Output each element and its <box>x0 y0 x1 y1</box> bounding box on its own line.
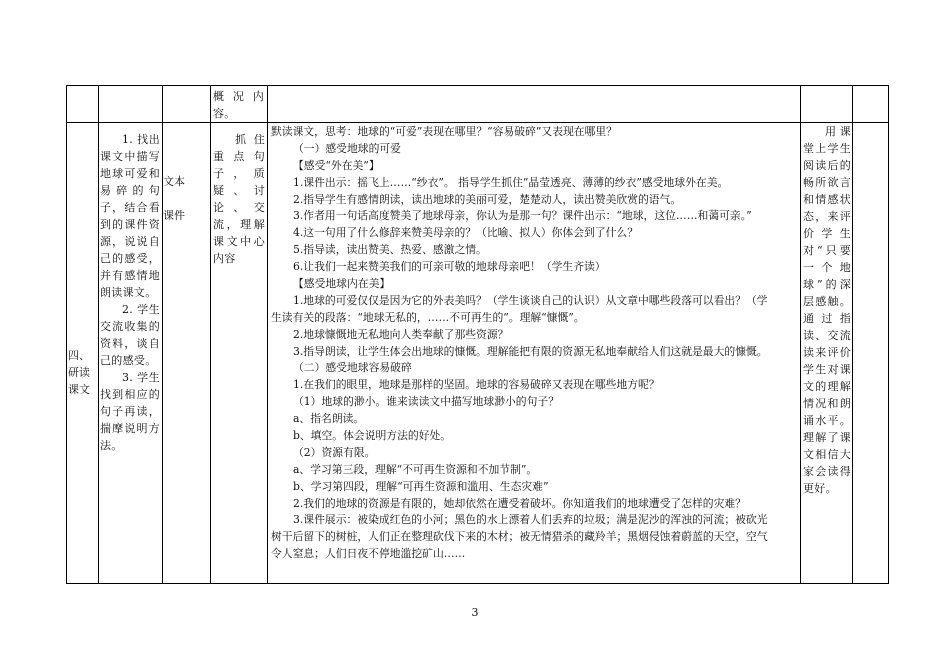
table-border-left <box>66 85 67 584</box>
student-activity-2: 2. 学生交流收集的资料，谈自己的感受。 <box>100 303 160 367</box>
teaching-line: 1.在我们的眼里，地球是那样的坚固。地球的容易破碎又表现在哪些地方呢？ <box>293 378 660 392</box>
assessment-cell <box>803 123 851 497</box>
teaching-line: 2.指导学生有感情朗读，读出地球的美丽可爱，楚楚动人，读出赞美欣赏的语气。 <box>293 192 682 206</box>
section-title: 四、研读课文 <box>68 349 90 396</box>
column-divider-5 <box>800 85 801 584</box>
column-divider-3 <box>210 85 211 584</box>
teaching-line: （1）地球的渺小。谁来读读文中描写地球渺小的句子？ <box>293 395 559 409</box>
teaching-line: （一）感受地球的可爱 <box>293 141 401 155</box>
column-divider-2 <box>162 85 163 584</box>
teaching-line: 【感受“外在美”】 <box>293 158 380 172</box>
page-number: 3 <box>471 606 479 619</box>
teaching-line: 生读有关的段落：“地球无私的，……不可再生的”。理解“慷慨”。 <box>271 310 585 324</box>
column-divider-4 <box>267 85 268 584</box>
table-border-top <box>66 85 889 86</box>
teaching-line: （2）资源有限。 <box>293 445 376 459</box>
teaching-line: 4.这一句用了什么修辞来赞美母亲的？（比喻、拟人）你体会到了什么？ <box>293 226 639 240</box>
design-intent-text: 抓住重点句子，质疑、讨论、交流，理解课文中心内容 <box>213 133 265 265</box>
teaching-line: 1.地球的可爱仅仅是因为它的外表美吗？（学生谈谈自己的认识）从文章中哪些段落可以看出？（学 <box>293 293 768 307</box>
teaching-process-cell <box>271 123 799 562</box>
assessment-text: 用课堂上学生阅读后的畅所欲言和情感状态，来评价学生对“只要一个地球”的深层感触。通过指读、交流读来评价学生对课文的理解情况和朗诵水平。理解了课文相信大家会读得更好。 <box>803 125 851 495</box>
column-divider-6 <box>852 85 853 584</box>
student-activity-3: 3. 学生找到相应的句子再读，揣摩说明方法。 <box>100 371 160 452</box>
teaching-line: 5.指导读，读出赞美、热爱、感激之情。 <box>293 243 487 257</box>
top-row-intent-cell: 概况内容。 <box>213 90 264 120</box>
resources-cell: 文本课件 <box>163 175 185 222</box>
teaching-line: b、学习第四段，理解“可再生资源和滥用、生态灾难” <box>293 479 549 493</box>
table-border-bottom <box>66 583 889 584</box>
teaching-line: b、填空。体会说明方法的好处。 <box>293 429 452 443</box>
design-intent-cell <box>213 131 265 267</box>
column-divider-1 <box>98 85 99 584</box>
teaching-line: 6.让我们一起来赞美我们的可亲可敬的地球母亲吧！（学生齐读） <box>293 260 606 274</box>
teaching-line: a、指名朗读。 <box>293 412 365 426</box>
teaching-line: 树干后留下的树桩，人们正在整理砍伐下来的木材；被无情猎杀的藏羚羊；黑烟侵蚀着蔚蓝的天空，空气 <box>271 530 768 544</box>
teaching-line: （二）感受地球容易破碎 <box>293 361 412 375</box>
teaching-line: 3.课件展示：被染成红色的小河；黑色的水上漂着人们丢弃的垃圾；满是泥沙的浑浊的河流；被砍光 <box>293 513 768 527</box>
teaching-line: a、学习第三段，理解“不可再生资源和不加节制”。 <box>293 462 538 476</box>
teaching-line: 默读课文，思考：地球的“可爱”表现在哪里？“容易破碎”又表现在哪里？ <box>271 125 617 138</box>
teaching-line: 1.课件出示：摇飞上……“纱衣”。 指导学生抓住“晶莹透亮、薄薄的纱衣”感受地球外在美。 <box>293 175 729 189</box>
teaching-line: 2.我们的地球的资源是有限的，她却依然在遭受着破坏。你知道我们的地球遭受了怎样的灾难？ <box>293 496 746 510</box>
student-activities-cell <box>100 131 160 454</box>
teaching-line: 3.作者用一句话高度赞美了地球母亲，你认为是那一句？课件出示：“地球，这位……和蔼可亲。” <box>293 209 752 223</box>
student-activity-1: 1. 找出课文中描写地球可爱和易碎的句子，结合看到的课件资源，说说自己的感受，并有感情地朗读课文。 <box>100 133 160 299</box>
teaching-line: 令人窒息；人们日夜不停地滥挖矿山…… <box>271 547 466 561</box>
teaching-line: 2.地球慷慨地无私地向人类奉献了那些资源？ <box>293 327 509 341</box>
teaching-line: 3.指导朗读，让学生体会出地球的慷慨。理解能把有限的资源无私地奉献给人们这就是最大的慷慨。 <box>293 344 768 358</box>
teaching-line: 【感受地球内在美】 <box>293 277 391 291</box>
table-border-right <box>888 85 889 584</box>
